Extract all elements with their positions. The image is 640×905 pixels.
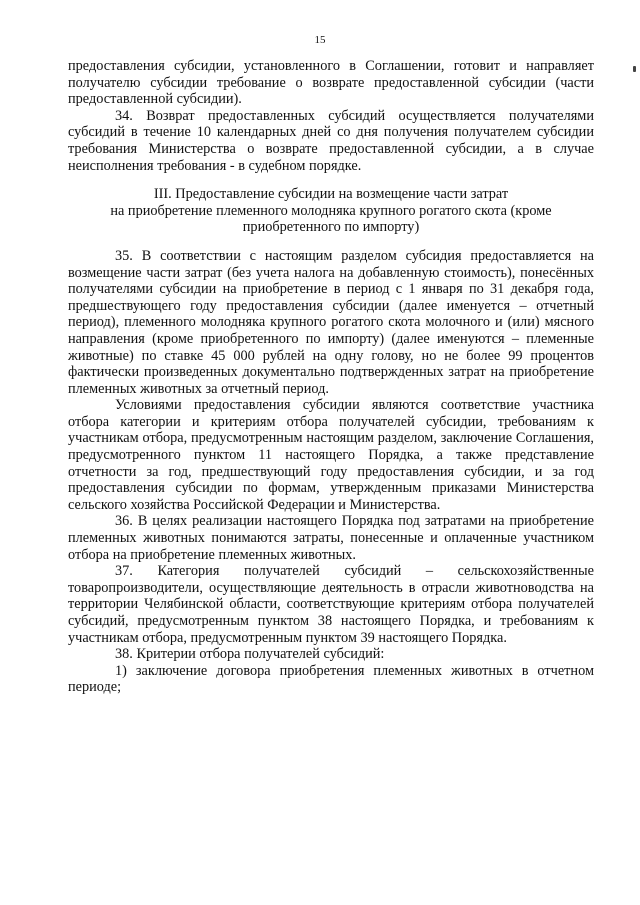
paragraph-35-conditions: Условиями предоставления субсидии являются соответствие участника отбора категории и критериям отбора получателей субсидии, требованиям к участникам отбора, предусмотренным настоящим разделом, заключение Соглашения, предусмотренного пунктом 11 настоящего Порядка, а также представление отчетности за год, предшествующий году предоставления субсидии, и за год предоставления субсидии по формам, утвержденным приказами Министерства сельского хозяйства Российской Федерации и Министерства. [68, 397, 594, 513]
section-heading [68, 186, 594, 236]
paragraph-38: 38. Критерии отбора получателей субсидий: [115, 646, 385, 663]
section-heading-line-3: приобретенного по импорту) [242, 219, 420, 236]
paragraph-continuation: предоставления субсидии, установленного в Соглашении, готовит и направляет получателю субсидии требование о возврате предоставленной субсидии (части предоставленной субсидии). [68, 58, 594, 108]
page-number: 15 [314, 34, 326, 46]
document-body [68, 58, 594, 696]
margin-mark [633, 66, 636, 72]
paragraph-38-item-1: 1) заключение договора приобретения племенных животных в отчетном периоде; [68, 662, 594, 696]
paragraph-34: 34. Возврат предоставленных субсидий осуществляется получателями субсидий в течение 10 календарных дней со дня получения получателем субсидии требования Министерства о возврате предоставленной субсидии, а в случае неисполнения требования - в судебном порядке. [68, 107, 594, 174]
section-heading-line-2: на приобретение племенного молодняка крупного рогатого скота (кроме [110, 202, 552, 219]
section-heading-line-1: III. Предоставление субсидии на возмещение части затрат [153, 186, 509, 203]
paragraph-37: 37. Категория получателей субсидий – сельскохозяйственные товаропроизводители, осуществляющие деятельность в отрасли животноводства на территории Челябинской области, соответствующие критериям отбора получателей субсидий, предусмотренным пунктом 38 настоящего Порядка, и требованиям к участникам отбора, предусмотренным пунктом 39 настоящего Порядка. [68, 563, 594, 646]
paragraph-35: 35. В соответствии с настоящим разделом субсидия предоставляется на возмещение части затрат (без учета налога на добавленную стоимость), понесённых получателями субсидии на приобретение в период с 1 января по 31 декабря года, предшествующего году предоставления субсидии (далее именуется – отчетный период), племенного молодняка крупного рогатого скота молочного и (или) мясного направления (кроме приобретенного по импорту) (далее именуются – племенные животные) по ставке 45 000 рублей на одну голову, но не более 99 процентов фактически произведенных документально подтвержденных затрат на приобретение племенных животных за отчетный период. [68, 247, 594, 397]
paragraph-36: 36. В целях реализации настоящего Порядка под затратами на приобретение племенных животных понимаются затраты, понесенные и оплаченные участником отбора на приобретение племенных животных. [68, 513, 594, 563]
